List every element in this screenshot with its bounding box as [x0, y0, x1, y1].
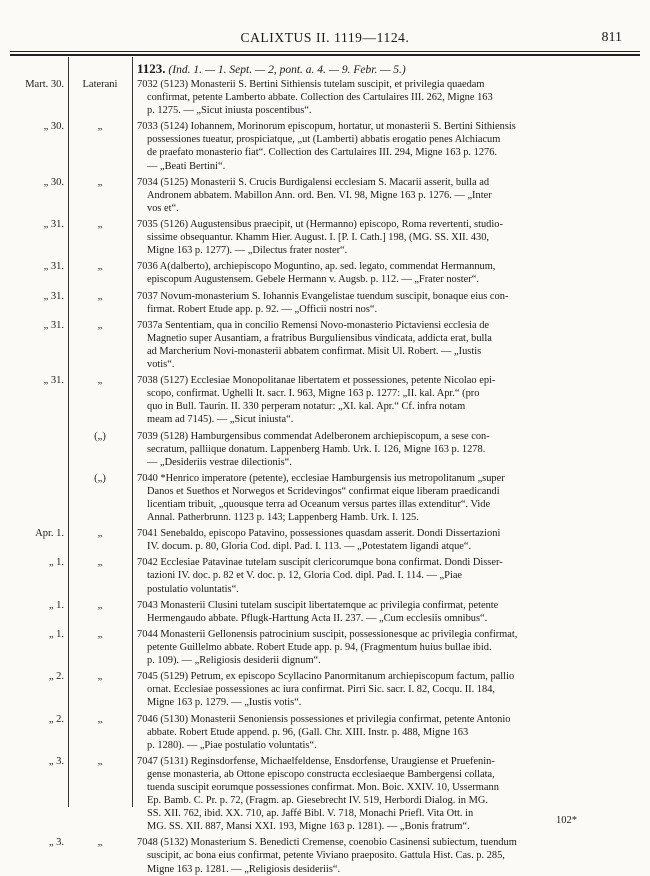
entry-line: Annal. Patherbrunn. 1123 p. 143; Lappenberg Hamb. Urk. I. 125.	[147, 512, 419, 524]
entry-line: suscipit, ac bona eius confirmat, petente Viviano praeposito. Gattula Hist. Cas. p. 285,	[147, 850, 505, 862]
entry-line: IV. docum. p. 80, Gloria Cod. dipl. Pad. I. 113. — „Potestatem ligandi atque“.	[147, 541, 472, 553]
entry-line: 7046 (5130) Monasterii Senoniensis possessiones et privilegia confirmat, petente Antonio	[137, 713, 511, 725]
entry-place: „	[97, 599, 103, 611]
signature-mark: 102*	[556, 815, 577, 826]
regest-entry	[137, 527, 627, 553]
entry-line: MG. SS. XII. 887, Mansi XXI. 193, Migne 163 p. 1281). — „Bonis fratrum“.	[147, 821, 470, 833]
entry-line: ad Marcherium Novi-monasterii abbatem confirmat. Misit Ul. Robert. — „Iustis	[147, 345, 482, 357]
entry-line: tazioni IV. doc. p. 82 et V. doc. p. 12, Gloria Cod. dipl. Pad. I. 114. — „Piae	[147, 570, 463, 582]
entry-date: „ 1.	[48, 599, 64, 611]
entry-place: „	[97, 290, 103, 302]
column-divider-place	[132, 57, 133, 807]
year-heading	[137, 62, 637, 77]
entry-date: „ 31.	[43, 219, 64, 230]
entry-line: 7033 (5124) Iohannem, Morinorum episcopum, hortatur, ut monasterii S. Bertini Sithiensis	[137, 121, 516, 133]
entry-line: 7038 (5127) Ecclesiae Monopolitanae libertatem et possessiones, petente Nicolao epi-	[137, 375, 496, 387]
entry-line: scopo, confirmat. Ughelli It. sacr. I. 963, Migne 163 p. 1277: „II. kal. Apr.“ (pro	[147, 388, 480, 400]
entry-line: 7036 A(dalberto), archiepiscopo Moguntino, ap. sed. legato, commendat Hermannum,	[137, 261, 496, 273]
entry-date: „ 31.	[43, 290, 64, 302]
entry-date: „ 31.	[43, 375, 64, 387]
entry-line: meam ad 7145). — „Sicut iniusta“.	[147, 414, 294, 426]
entry-line: secratum, palliique donatum. Lappenberg Hamb. Urk. I. 126, Migne 163 p. 1278.	[147, 443, 486, 455]
entry-line: votis“.	[147, 358, 175, 370]
entry-line: 7037 Novum-monasterium S. Iohannis Evangelistae tuendum suscipit, bonaque eius con-	[137, 290, 509, 302]
regest-entry	[137, 218, 627, 257]
entry-line: 7042 Ecclesiae Patavinae tutelam suscipit clericorumque bona confirmat. Dondi Disser-	[137, 557, 503, 569]
regest-entry	[137, 120, 627, 172]
entry-date: Apr. 1.	[35, 528, 64, 540]
entry-date: „ 30.	[43, 176, 64, 188]
regest-entry	[137, 290, 627, 316]
entry-line: quo in Bull. Taurin. II. 330 perperam notatur: „XI. kal. Apr.“ Cf. infra notam	[147, 401, 466, 413]
entry-place: Laterani	[82, 79, 118, 90]
regest-entry	[137, 628, 627, 667]
entry-line: 7039 (5128) Hamburgensibus commendat Adelberonem archiepiscopum, a sese con-	[137, 430, 490, 442]
entry-date: „ 31.	[43, 261, 64, 273]
entry-place: „	[97, 628, 103, 640]
entry-place: „	[97, 837, 103, 849]
entry-line: Hermengaudo abbate. Pflugk-Harttung Acta II. 237. — „Cum ecclesiis omnibus“.	[147, 612, 488, 624]
header-rule	[10, 51, 640, 52]
regest-entry	[137, 556, 627, 595]
entry-line: 7032 (5123) Monasterii S. Bertini Sithiensis tutelam suscipit, et privilegia quaedam	[137, 79, 485, 90]
entry-line: Magnetio super Ausantiam, a fratribus Burguliensibus vindicata, addicta erat, bulla	[147, 332, 492, 344]
entry-place: „	[97, 121, 103, 133]
running-title: CALIXTUS II. 1119—1124.	[240, 30, 410, 45]
entry-line: postulatio voluntatis“.	[147, 583, 239, 595]
regest-entry	[137, 670, 627, 709]
regest-entry	[137, 755, 627, 834]
regest-entry	[137, 176, 627, 215]
column-divider-date	[68, 57, 69, 807]
entry-place: „	[97, 671, 103, 683]
entry-line: ornat. Ecclesiae possessiones ac iura confirmat. Pirri Sic. sacr. I. 82, Cocqu. II. 184,	[147, 684, 495, 696]
entry-place: „	[97, 375, 103, 387]
entry-line: — „Desideriis vestrae dilectionis“.	[147, 456, 292, 468]
entry-line: 7047 (5131) Reginsdorfense, Michaelfeldense, Ensdorfense, Uraugiense et Pruefenin-	[137, 755, 495, 767]
entry-line: Migne 163 p. 1277). — „Dilectus frater noster“.	[147, 245, 348, 257]
entry-date: „ 30.	[43, 121, 64, 133]
entry-date: Mart. 30.	[25, 79, 64, 90]
entry-line: episcopum Augustensem. Gebele Hermann v. Augsb. p. 112. — „Frater noster“.	[147, 274, 479, 286]
entry-line: 7035 (5126) Augustensibus praecipit, ut (Hermanno) episcopo, Roma revertenti, studio-	[137, 219, 503, 230]
regest-entry	[137, 599, 627, 625]
entry-place: („)	[94, 472, 106, 484]
entry-line: 7044 Monasterii Gellonensis patrocinium suscipit, possessionesque ac privilegia confirmat,	[137, 628, 518, 640]
entry-line: possessiones tueatur, prospiciatque, „ut (Lamberti) abbatis erogatio penes Alchiacum	[147, 134, 501, 146]
entry-line: Danos et Suethos et Norwegos et Scridevingos“ confirmat eique liberam praedicandi	[147, 485, 500, 497]
entry-date: „ 2.	[48, 713, 64, 725]
page-number: 811	[601, 30, 622, 45]
entry-line: licentiam tribuit, „quousque terra ad Oceanum versus partes illas extenditur“. Vide	[147, 498, 491, 510]
entry-line: p. 109). — „Religiosis desiderii dignum“.	[147, 655, 321, 667]
header-rule-double	[10, 54, 640, 56]
regest-entry	[137, 260, 627, 286]
entry-line: Migne 163 p. 1279. — „Iustis votis“.	[147, 697, 302, 709]
entry-place: „	[97, 557, 103, 569]
entry-place: „	[97, 755, 103, 767]
entry-place: „	[97, 261, 103, 273]
entry-line: 7048 (5132) Monasterium S. Benedicti Cremense, coenobio Casinensi subiectum, tuendum	[137, 837, 517, 849]
entry-line: p. 1280). — „Piae postulatio voluntatis“.	[147, 739, 317, 751]
entry-date: „ 3.	[48, 755, 64, 767]
entry-date: „ 1.	[48, 557, 64, 569]
entry-date: „ 1.	[48, 628, 64, 640]
entry-line: Ep. Bamb. C. Pr. p. 72, (Fragm. ap. Giesebrecht IV. 519, Herbordi Dialog. in MG.	[147, 795, 488, 807]
entry-line: Andronem abbatem. Mabillon Ann. ord. Ben. VI. 98, Migne 163 p. 1276. — „Inter	[147, 189, 492, 201]
entry-place: „	[97, 219, 103, 230]
entry-line: p. 1275. — „Sicut iniusta poscentibus“.	[147, 105, 312, 117]
entry-line: 7040 *Henrico imperatore (petente), ecclesiae Hamburgensis ius metropolitanum „super	[137, 472, 505, 484]
entry-line: firmat. Robert Etude app. p. 92. — „Officii nostri nos“.	[147, 303, 378, 315]
entry-line: sissime obsequantur. Khamm Hier. August. I. [P. I. Cath.] 198, (MG. SS. XII. 430,	[147, 232, 490, 244]
year-indiction: (Ind. 1. — 1. Sept. — 2, pont. a. 4. — 9. Febr. — 5.)	[168, 64, 406, 76]
year-label: 1123.	[137, 61, 166, 76]
entry-date: „ 31.	[43, 319, 64, 331]
entry-place: („)	[94, 430, 106, 442]
entry-line: 7043 Monasterii Clusini tutelam suscipit libertatemque ac privilegia confirmat, petente	[137, 599, 499, 611]
entry-line: petente Guillelmo abbate. Robert Etude app. p. 94, (Fragmentum huius bullae ibid.	[147, 641, 492, 653]
entry-line: de praefato monasterio fiat“. Collection des Cartulaires III. 294, Migne 163 p. 1276.	[147, 147, 498, 159]
entry-line: confirmat, petente Lamberto abbate. Collection des Cartulaires III. 262, Migne 163	[147, 92, 493, 104]
entry-line: SS. XII. 762, ibid. XX. 710, ap. Jaffé Bibl. V. 718, Monachi Priefl. Vita Ott. in	[147, 808, 474, 820]
entry-line: gense monasteria, ab Ottone episcopo constructa ecclesiaeque Bambergensi collata,	[147, 768, 495, 780]
entry-place: „	[97, 528, 103, 540]
entry-place: „	[97, 319, 103, 331]
entry-line: abbate. Robert Etude append. p. 96, (Gall. Chr. XIII. Instr. p. 488, Migne 163	[147, 726, 469, 738]
entry-date: „ 2.	[48, 671, 64, 683]
entry-place: „	[97, 713, 103, 725]
regest-entry	[137, 472, 627, 524]
regest-entry	[137, 713, 627, 752]
regest-entry	[137, 374, 627, 426]
regest-entry	[137, 319, 627, 371]
entry-line: Migne 163 p. 1281. — „Religiosis desideriis“.	[147, 863, 341, 875]
entry-line: vos et“.	[147, 202, 179, 214]
entry-line: 7045 (5129) Petrum, ex episcopo Scyllacino Panormitanum archiepiscopum factum, pallio	[137, 671, 515, 683]
entry-line: 7037a Sententiam, qua in concilio Remensi Novo-monasterio Pictaviensi ecclesia de	[137, 319, 490, 331]
entry-line: — „Beati Bertini“.	[147, 160, 226, 172]
entry-line: 7041 Senebaldo, episcopo Patavino, possessiones quasdam asserit. Dondi Dissertazioni	[137, 528, 501, 540]
entry-line: 7034 (5125) Monasterii S. Crucis Burdigalensi ecclesiam S. Macarii asserit, bulla ad	[137, 176, 490, 188]
regest-entry	[137, 78, 627, 117]
regest-entry	[137, 836, 627, 875]
entry-date: „ 3.	[48, 837, 64, 849]
entry-line: tuenda suscipit eorumque possessiones confirmat. Mon. Boic. XXIV. 10, Ussermann	[147, 781, 499, 793]
entry-place: „	[97, 176, 103, 188]
regest-entry	[137, 430, 627, 469]
